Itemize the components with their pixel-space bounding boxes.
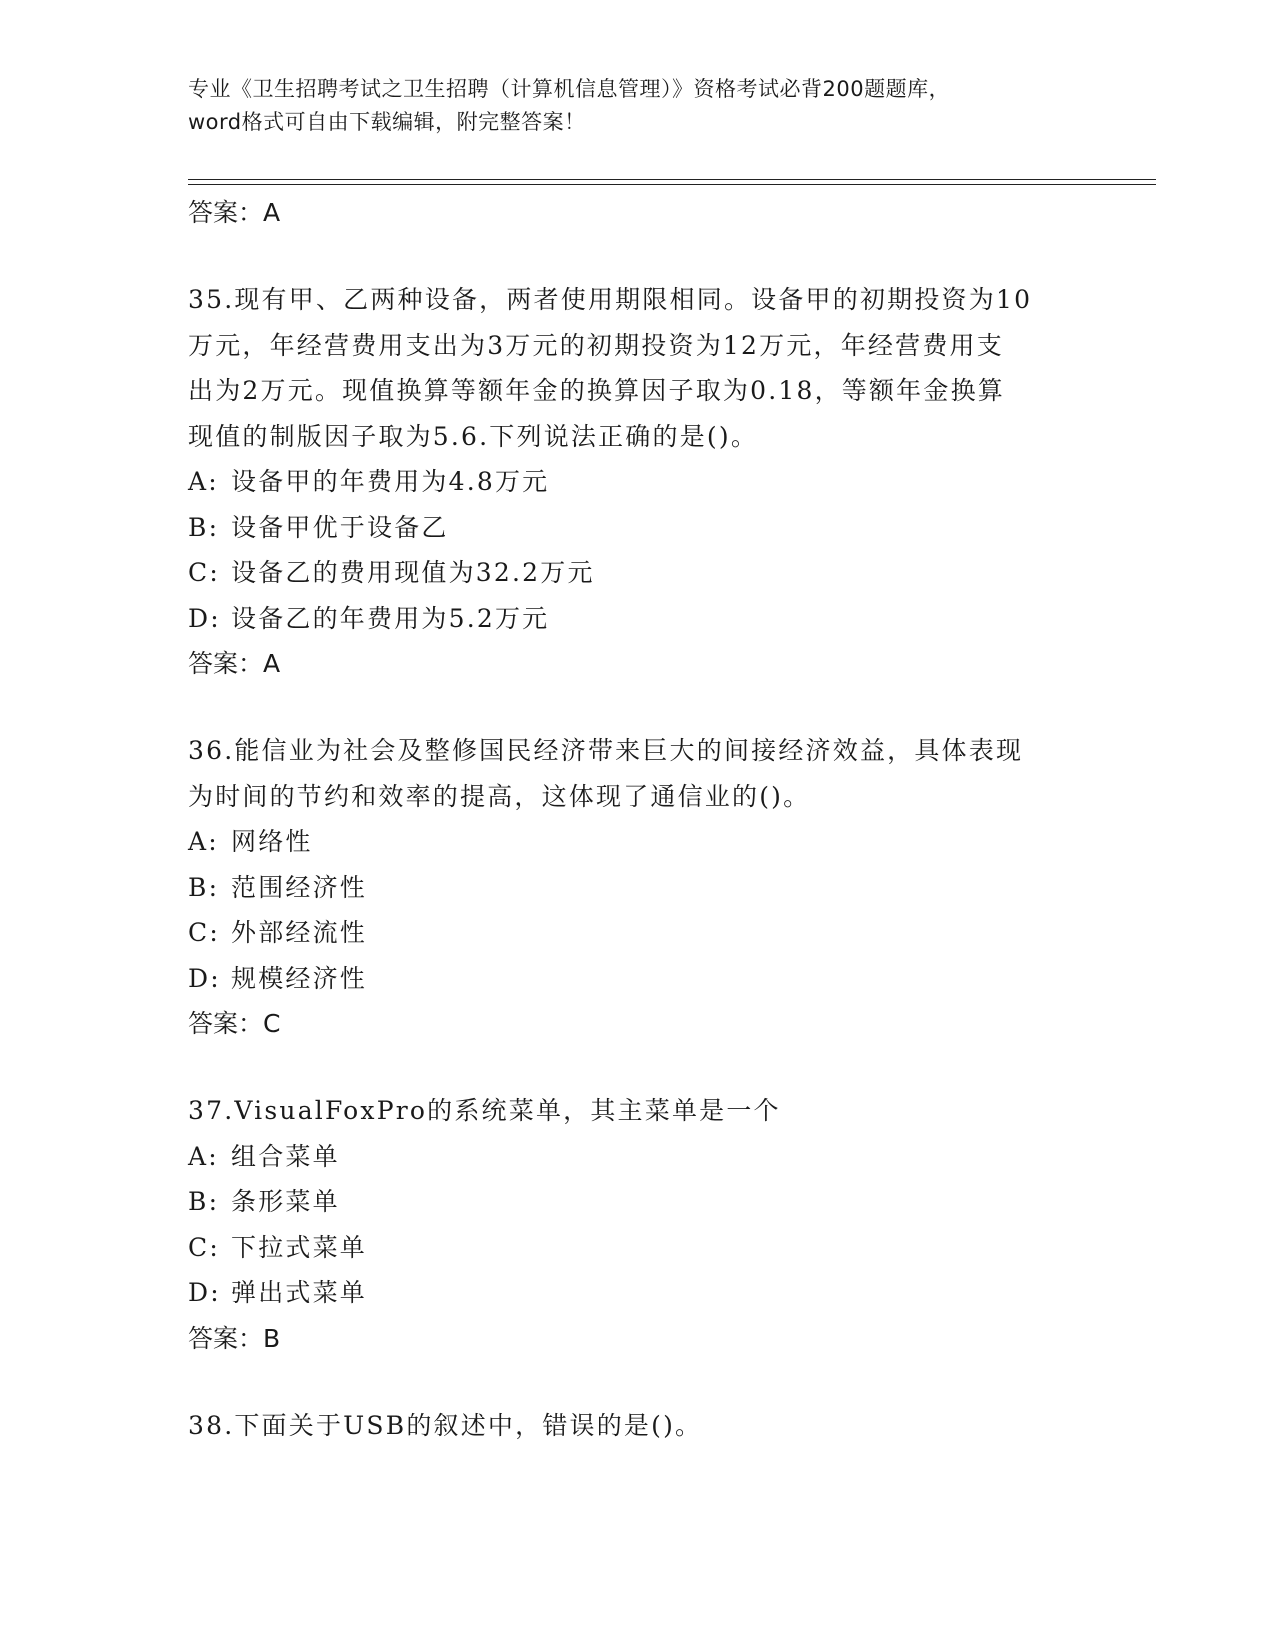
answer-label: 答案：: [188, 649, 264, 678]
option-key: B:: [188, 872, 220, 902]
option-text: 外部经流性: [231, 918, 368, 947]
question-text: [188, 1088, 1088, 1134]
answer-value: A: [263, 198, 281, 227]
option-item: [188, 956, 1088, 1002]
question-text: [188, 728, 1088, 819]
option-key: C:: [188, 918, 220, 947]
question-text: [188, 277, 1088, 459]
option-item: [188, 1179, 1088, 1225]
option-text: 设备乙的年费用为5.2万元: [231, 603, 550, 633]
question-line: 38.下面关于USB的叙述中，错误的是()。: [188, 1410, 703, 1440]
option-item: [188, 1225, 1088, 1271]
document-header: [188, 73, 1088, 139]
option-key: D:: [188, 1278, 221, 1307]
header-line-2: word格式可自由下载编辑，附完整答案！: [188, 110, 586, 134]
option-key: D:: [188, 603, 221, 633]
question-line: 为时间的节约和效率的提高，这体现了通信业的()。: [188, 781, 811, 811]
answer-label: 答案：: [188, 1323, 264, 1353]
question-line: 万元，年经营费用支出为3万元的初期投资为12万元，年经营费用支: [188, 330, 1004, 360]
option-key: A:: [188, 467, 219, 496]
option-item: [188, 1270, 1088, 1316]
answer-value: C: [263, 1009, 281, 1038]
question-block: [188, 1403, 1088, 1449]
option-item: [188, 910, 1088, 956]
option-text: 网络性: [231, 827, 313, 856]
answer-line: [188, 190, 1088, 235]
option-key: D:: [188, 963, 221, 993]
question-block: [188, 277, 1088, 686]
header-divider-top: [188, 179, 1156, 180]
question-block: [188, 1088, 1088, 1361]
question-gap: [188, 235, 1088, 277]
option-item: [188, 550, 1088, 596]
header-divider-bottom: [188, 184, 1156, 185]
option-item: [188, 505, 1088, 551]
question-line: 37.VisualFoxPro的系统菜单，其主菜单是一个: [188, 1096, 781, 1125]
option-text: 规模经济性: [231, 963, 368, 993]
question-text: [188, 1403, 1088, 1449]
option-item: [188, 1134, 1088, 1180]
answer-line: [188, 641, 1088, 686]
header-line-1: 专业《卫生招聘考试之卫生招聘（计算机信息管理）》资格考试必背200题题库，: [188, 77, 951, 101]
option-text: 下拉式菜单: [231, 1232, 368, 1262]
answer-value: A: [263, 649, 281, 678]
option-item: [188, 819, 1088, 865]
answer-label: 答案：: [188, 1009, 264, 1038]
option-text: 条形菜单: [231, 1187, 340, 1216]
question-line: 现值的制版因子取为5.6.下列说法正确的是()。: [188, 421, 759, 451]
answer-value: B: [263, 1323, 281, 1353]
option-item: [188, 596, 1088, 642]
question-line: 35.现有甲、乙两种设备，两者使用期限相同。设备甲的初期投资为10: [188, 285, 1033, 314]
option-key: B:: [188, 512, 220, 542]
option-text: 范围经济性: [231, 872, 368, 902]
option-key: A:: [188, 827, 219, 856]
option-key: C:: [188, 558, 220, 587]
answer-label: 答案：: [188, 198, 264, 227]
option-text: 组合菜单: [231, 1141, 340, 1171]
option-key: C:: [188, 1232, 220, 1262]
option-text: 弹出式菜单: [231, 1278, 368, 1307]
option-item: [188, 865, 1088, 911]
question-block: [188, 728, 1088, 1046]
question-gap: [188, 1046, 1088, 1088]
answer-line: [188, 1316, 1088, 1361]
option-key: B:: [188, 1187, 220, 1216]
option-text: 设备甲优于设备乙: [231, 512, 449, 542]
option-key: A:: [188, 1141, 219, 1171]
question-list: [188, 190, 1088, 1448]
question-line: 出为2万元。现值换算等额年金的换算因子取为0.18，等额年金换算: [188, 376, 1005, 405]
question-gap: [188, 686, 1088, 728]
option-text: 设备甲的年费用为4.8万元: [231, 467, 550, 496]
question-gap: [188, 1361, 1088, 1403]
option-item: [188, 459, 1088, 505]
option-text: 设备乙的费用现值为32.2万元: [231, 558, 595, 587]
answer-line: [188, 1001, 1088, 1046]
question-line: 36.能信业为社会及整修国民经济带来巨大的间接经济效益，具体表现: [188, 736, 1024, 765]
